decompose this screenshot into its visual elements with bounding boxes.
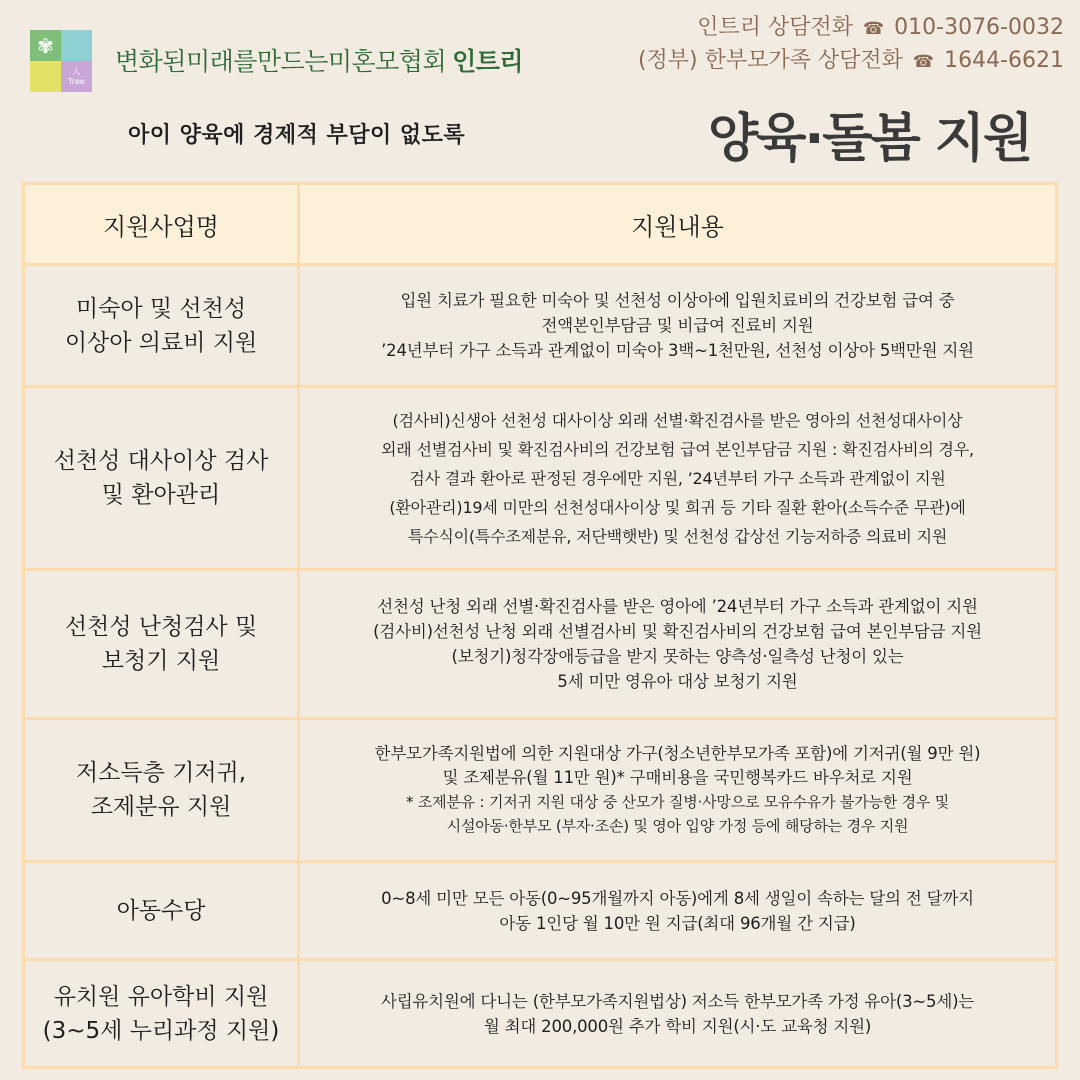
organization-brand: 인트리 — [452, 47, 524, 76]
content-line: (검사비)신생아 선천성 대사이상 외래 선별·확진검사를 받은 영아의 선천성대사이상 — [392, 410, 963, 430]
program-name — [24, 570, 299, 719]
program-name — [24, 960, 299, 1068]
contact-label-2: (정부) 한부모가족 상담전화 — [637, 48, 903, 73]
column-header-program: 지원사업명 — [24, 184, 299, 265]
table-row — [24, 265, 1057, 387]
logo-square-teal — [61, 30, 92, 61]
program-name — [24, 265, 299, 387]
program-name-line: 및 환아관리 — [101, 482, 221, 508]
content-line: 사립유치원에 다니는 (한부모가족지원법상) 저소득 한부모가족 가정 유아(3~5세)는 — [380, 991, 975, 1011]
support-table — [22, 182, 1058, 1069]
content-line: 선천성 난청 외래 선별·확진검사를 받은 영아에 ’24년부터 가구 소득과 관계없이 지원 — [377, 597, 978, 616]
content-line: (보청기)청각장애등급을 받지 못하는 양측성·일측성 난청이 있는 — [451, 647, 904, 666]
contact-line-2 — [638, 45, 1064, 78]
program-name — [24, 862, 299, 960]
contact-line-1 — [638, 12, 1064, 45]
program-name-line: 아동수당 — [116, 897, 206, 924]
program-content — [299, 960, 1057, 1068]
content-line: (검사비)선천성 난청 외래 선별검사비 및 확진검사비의 건강보험 급여 본인부담금 지원 — [373, 622, 982, 641]
contact-number-1[interactable]: 010-3076-0032 — [894, 15, 1064, 40]
column-header-content: 지원내용 — [299, 184, 1057, 265]
content-line: 입원 치료가 필요한 미숙아 및 선천성 이상아에 입원치료비의 건강보험 급여 중 — [400, 291, 955, 310]
phone-icon: ☎ — [912, 52, 935, 72]
content-line: 5세 미만 영유아 대상 보청기 지원 — [557, 672, 798, 691]
contact-info — [638, 12, 1064, 78]
program-content — [299, 862, 1057, 960]
program-content — [299, 387, 1057, 570]
program-name-line: 유치원 유아학비 지원 — [53, 983, 269, 1010]
organization-tagline: 변화된미래를만드는미혼모협회 — [115, 47, 447, 76]
content-line: ’24년부터 가구 소득과 관계없이 미숙아 3백~1천만원, 선천성 이상아 5백만원 지원 — [381, 341, 974, 360]
program-name-line: 선천성 난청검사 및 — [64, 614, 258, 640]
logo-text-line1: 人 — [72, 66, 81, 76]
page-subtitle: 아이 양육에 경제적 부담이 없도록 — [128, 123, 466, 148]
program-name-line: (3~5세 누리과정 지원) — [42, 1017, 280, 1044]
table-row — [24, 570, 1057, 719]
logo-text-line2: Tree — [68, 76, 85, 86]
page-title: 양육·돌봄 지원 — [708, 109, 1032, 169]
tree-logo-icon: ✾ — [30, 30, 61, 61]
table-header-row — [24, 184, 1057, 265]
table-row — [24, 719, 1057, 862]
content-line: 검사 결과 환아로 판정된 경우에만 지원, ’24년부터 가구 소득과 관계없이 지원 — [409, 468, 946, 488]
program-content — [299, 570, 1057, 719]
contact-label-1: 인트리 상담전화 — [697, 15, 853, 40]
content-line: 전액본인부담금 및 비급여 진료비 지원 — [541, 316, 814, 335]
organization-name — [115, 42, 523, 78]
table-row — [24, 387, 1057, 570]
content-footnote-line: * 조제분유 : 기저귀 지원 대상 중 산모가 질병·사망으로 모유수유가 불가능한 경우 및 — [405, 793, 950, 811]
program-name-line: 미숙아 및 선천성 — [75, 295, 247, 322]
content-line: 월 최대 200,000원 추가 학비 지원(시·도 교육청 지원) — [483, 1016, 872, 1036]
phone-icon: ☎ — [862, 19, 885, 39]
contact-number-2[interactable]: 1644-6621 — [944, 48, 1064, 73]
content-line: 외래 선별검사비 및 확진검사비의 건강보험 급여 본인부담금 지원 : 확진검사비의 경우, — [381, 439, 974, 459]
content-line: 0~8세 미만 모든 아동(0~95개월까지 아동)에게 8세 생일이 속하는 달의 전 달까지 — [381, 888, 974, 908]
table-row — [24, 862, 1057, 960]
program-name — [24, 387, 299, 570]
table-row — [24, 960, 1057, 1068]
content-footnote-line: 시설아동·한부모 (부자·조손) 및 영아 입양 가정 등에 해당하는 경우 지원 — [446, 817, 909, 835]
program-content — [299, 719, 1057, 862]
program-name-line: 이상아 의료비 지원 — [64, 329, 258, 356]
program-name-line: 선천성 대사이상 검사 — [53, 448, 269, 474]
logo-square-purple — [61, 61, 92, 92]
program-name-line: 저소득층 기저귀, — [75, 760, 247, 786]
content-line: 및 조제분유(월 11만 원)* 구매비용을 국민행복카드 바우처로 지원 — [442, 768, 913, 787]
program-name — [24, 719, 299, 862]
logo-square-yellow — [30, 61, 61, 92]
program-name-line: 보청기 지원 — [101, 648, 221, 674]
content-line: 아동 1인당 월 10만 원 지급(최대 96개월 간 지급) — [499, 913, 856, 933]
content-line: 한부모가족지원법에 의한 지원대상 가구(청소년한부모가족 포함)에 기저귀(월 9만 원) — [374, 744, 981, 763]
program-content — [299, 265, 1057, 387]
content-line: 특수식이(특수조제분유, 저단백햇반) 및 선천성 갑상선 기능저하증 의료비 지원 — [407, 526, 948, 546]
program-name-line: 조제분유 지원 — [90, 794, 232, 820]
logo — [30, 30, 92, 92]
content-line: (환아관리)19세 미만의 선천성대사이상 및 희귀 등 기타 질환 환아(소득수준 무관)에 — [389, 497, 966, 517]
